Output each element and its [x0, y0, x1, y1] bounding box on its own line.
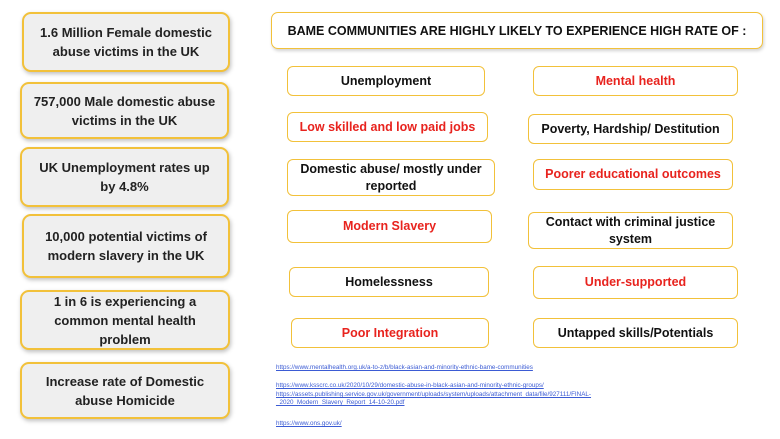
item-label: Homelessness: [345, 274, 433, 289]
source-link-mentalhealth[interactable]: https://www.mentalhealth.org.uk/a-to-z/b/black-asian-and-minority-ethnic-bame-communities: [276, 364, 533, 371]
stat-text: Increase rate of Domestic abuse Homicide: [45, 373, 205, 408]
item-label: Untapped skills/Potentials: [557, 325, 714, 340]
item-label: Poorer educational outcomes: [545, 167, 721, 181]
header-text: BAME COMMUNITIES ARE HIGHLY LIKELY TO EXPERIENCE HIGH RATE OF :: [287, 23, 747, 38]
item-poverty-hardship: [528, 114, 733, 144]
stat-text: 1.6 Million Female domestic abuse victims in the UK: [40, 25, 212, 59]
item-under-supported: [533, 266, 738, 299]
source-link-gov-assets-cont[interactable]: _2020_Modern_Slavery_Report_14-10-20.pdf: [276, 399, 405, 406]
item-criminal-justice: [528, 212, 733, 249]
item-label: Low skilled and low paid jobs: [299, 119, 476, 134]
stat-text: 1 in 6 is experiencing a common mental health problem: [53, 293, 197, 347]
item-label: Unemployment: [340, 73, 432, 88]
stat-box-female-victims: [22, 12, 230, 72]
item-homelessness: [289, 267, 489, 297]
item-label: Mental health: [595, 73, 676, 88]
item-label: Domestic abuse/ mostly under reported: [300, 161, 482, 193]
stat-box-unemployment: [20, 147, 229, 207]
source-link-gov-assets[interactable]: https://assets.publishing.service.gov.uk/government/uploads/system/uploads/attachment_data/file/927111/FINAL-: [276, 391, 592, 398]
stat-text: UK Unemployment rates up by 4.8%: [39, 160, 210, 194]
stat-box-male-victims: [20, 82, 229, 139]
item-label: Poverty, Hardship/ Destitution: [541, 121, 720, 136]
item-low-skilled-jobs: [287, 112, 488, 142]
stat-box-mental-health: [20, 290, 230, 350]
item-label: Contact with criminal justice system: [545, 214, 716, 246]
source-link-ksscrc[interactable]: https://www.ksscrc.co.uk/2020/10/29/domestic-abuse-in-black-asian-and-minority-ethnic-groups/: [276, 382, 544, 389]
stat-box-modern-slavery: [22, 214, 230, 278]
item-untapped-skills: [533, 318, 738, 348]
bame-header: [271, 12, 763, 49]
item-poor-integration: [291, 318, 489, 348]
item-mental-health: [533, 66, 738, 96]
item-label: Under-supported: [584, 275, 687, 289]
item-poorer-education: [533, 159, 733, 190]
stat-text: 757,000 Male domestic abuse victims in the UK: [33, 93, 216, 128]
item-domestic-abuse: [287, 159, 495, 196]
stat-box-homicide: [20, 362, 230, 419]
item-label: Poor Integration: [341, 325, 439, 340]
item-unemployment: [287, 66, 485, 96]
item-label: Modern Slavery: [342, 219, 437, 233]
source-link-ons[interactable]: https://www.ons.gov.uk/: [276, 420, 342, 427]
item-modern-slavery: [287, 210, 492, 243]
stat-text: 10,000 potential victims of modern slavery in the UK: [45, 229, 207, 263]
